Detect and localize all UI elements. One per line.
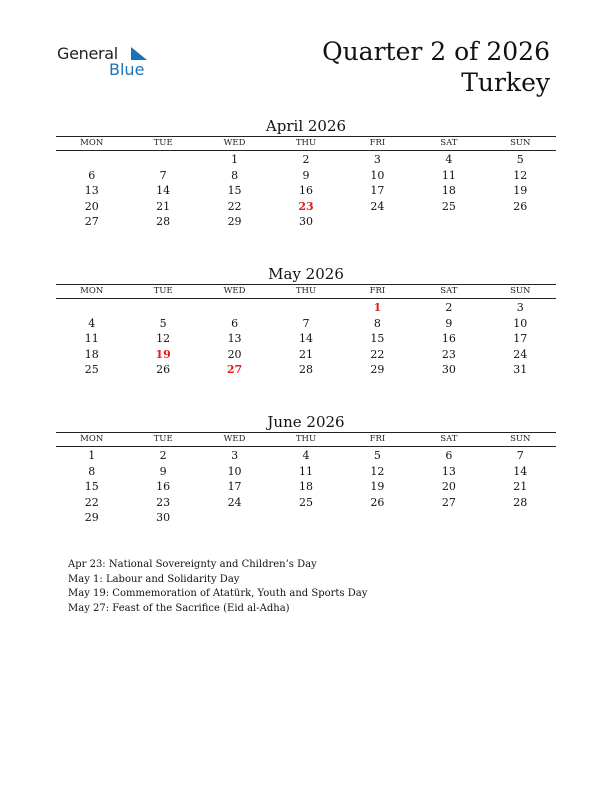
weekday-label: WED [223,286,246,296]
holiday-note: May 19: Commemoration of Atatürk, Youth and Sports Day [68,588,368,599]
weekday-rule [56,298,556,299]
day-cell: 25 [441,199,456,213]
day-cell: 21 [156,199,171,213]
day-cell: 8 [373,316,381,330]
month-title: April 2026 [265,117,347,135]
weekday-label: WED [223,138,246,148]
day-cell: 16 [298,184,313,198]
weekday-label: TUE [153,138,173,148]
empty-day-cell [485,214,556,230]
day-cell: 16 [156,480,171,494]
weekday-label: FRI [369,286,386,296]
day-grid [56,448,556,526]
day-cell: 10 [227,464,242,478]
day-cell: 4 [302,449,310,462]
day-cell: 28 [298,363,313,377]
logo-word-general: General [57,44,118,63]
weekday-label: FRI [369,434,386,444]
day-cell: 23 [441,347,456,361]
weekday-label: FRI [369,138,386,148]
title-country: Turkey [461,68,550,97]
logo-word-blue: Blue [109,60,145,79]
day-cell: 30 [298,215,313,229]
weekday-label: WED [223,434,246,444]
day-cell: 27 [84,215,99,229]
day-cell: 18 [84,347,99,361]
day-cell: 30 [156,511,171,525]
weekday-label: TUE [153,434,173,444]
day-cell: 7 [302,316,310,330]
day-cell: 4 [88,316,96,330]
weekday-label: THU [295,434,317,444]
day-cell: 16 [441,332,456,346]
day-cell: 15 [84,480,99,494]
day-cell: 20 [227,347,242,361]
day-cell: 13 [441,464,456,478]
empty-day-cell [413,214,484,230]
day-cell: 17 [513,332,528,346]
day-cell: 24 [227,495,242,509]
day-cell: 12 [513,168,528,182]
weekday-header [56,285,556,298]
day-grid [56,152,556,230]
weekday-rule [56,446,556,447]
day-cell: 31 [513,363,528,377]
day-cell: 5 [159,316,167,330]
day-cell: 6 [231,316,239,330]
weekday-label: TUE [153,286,173,296]
day-cell: 14 [513,464,528,478]
weekday-label: SAT [440,434,458,444]
weekday-header [56,433,556,446]
day-cell: 3 [231,449,239,462]
day-cell: 21 [298,347,313,361]
empty-day-cell [342,510,413,526]
day-cell: 3 [373,153,381,166]
day-cell: 2 [445,301,453,314]
weekday-label: SUN [510,434,531,444]
day-cell: 22 [84,495,99,509]
day-cell: 26 [156,363,171,377]
day-cell: 1 [231,153,239,166]
empty-day-cell [56,300,127,316]
day-cell: 19 [370,480,385,494]
weekday-label: SUN [510,286,531,296]
day-cell: 25 [298,495,313,509]
day-cell: 4 [445,153,453,166]
empty-day-cell [342,214,413,230]
empty-day-cell [270,300,341,316]
day-cell: 9 [445,316,453,330]
weekday-header [56,137,556,150]
generalblue-logo [57,44,157,84]
weekday-rule [56,150,556,151]
day-cell: 24 [513,347,528,361]
weekday-label: SUN [510,138,531,148]
month-title: June 2026 [267,413,345,431]
day-cell: 29 [370,363,385,377]
day-cell: 29 [227,215,242,229]
month-0 [56,117,556,230]
holiday-note: May 27: Feast of the Sacrifice (Eid al-Adha) [68,602,290,614]
day-cell: 29 [84,511,99,525]
weekday-label: THU [295,286,317,296]
day-cell: 11 [84,332,99,346]
day-cell: 8 [231,168,239,182]
empty-day-cell [199,300,270,316]
day-cell: 5 [516,153,524,166]
day-cell: 14 [156,184,171,198]
day-cell: 6 [445,449,453,462]
day-cell: 14 [298,332,313,346]
empty-day-cell [270,510,341,526]
day-cell: 13 [84,184,99,198]
day-cell: 10 [513,316,528,330]
day-cell: 17 [227,480,242,494]
weekday-label: SAT [440,286,458,296]
weekday-label: MON [80,286,104,296]
day-cell: 9 [159,464,167,478]
holiday-note: Apr 23: National Sovereignty and Children’s Day [68,559,317,570]
empty-day-cell [485,510,556,526]
day-cell: 27 [441,495,456,509]
weekday-label: THU [295,138,317,148]
day-cell: 12 [370,464,385,478]
day-cell: 3 [516,301,524,314]
day-cell: 6 [88,168,96,182]
page-title [322,36,550,98]
day-cell: 24 [370,199,385,213]
day-cell: 7 [159,168,167,182]
day-cell: 1 [373,301,382,314]
empty-day-cell [127,300,198,316]
day-cell: 8 [88,464,96,478]
day-cell: 23 [298,199,314,213]
day-cell: 2 [159,449,167,462]
day-cell: 1 [88,449,96,462]
day-cell: 20 [441,480,456,494]
day-cell: 28 [513,495,528,509]
day-cell: 15 [227,184,242,198]
day-cell: 2 [302,153,310,166]
day-cell: 13 [227,332,242,346]
weekday-label: SAT [440,138,458,148]
day-cell: 18 [441,184,456,198]
day-cell: 9 [302,168,310,182]
holiday-notes [68,558,367,616]
day-cell: 25 [84,363,99,377]
day-cell: 26 [370,495,385,509]
day-cell: 7 [516,449,524,462]
day-cell: 11 [298,464,313,478]
weekday-label: MON [80,138,104,148]
empty-day-cell [56,152,127,168]
day-cell: 27 [226,363,243,377]
empty-day-cell [127,152,198,168]
month-2 [56,413,556,526]
day-cell: 11 [441,168,456,182]
day-grid [56,300,556,378]
day-cell: 26 [513,199,528,213]
empty-day-cell [199,510,270,526]
day-cell: 18 [298,480,313,494]
day-cell: 30 [441,363,456,377]
holiday-note: May 1: Labour and Solidarity Day [68,573,240,585]
empty-day-cell [413,510,484,526]
day-cell: 22 [227,199,242,213]
day-cell: 17 [370,184,385,198]
day-cell: 28 [156,215,171,229]
day-cell: 15 [370,332,385,346]
day-cell: 21 [513,480,528,494]
day-cell: 23 [156,495,171,509]
day-cell: 10 [370,168,385,182]
month-title: May 2026 [268,265,344,283]
day-cell: 19 [513,184,528,198]
day-cell: 12 [156,332,171,346]
month-1 [56,265,556,378]
day-cell: 19 [155,347,171,361]
day-cell: 20 [84,199,99,213]
day-cell: 5 [373,449,381,462]
day-cell: 22 [370,347,385,361]
weekday-label: MON [80,434,104,444]
title-quarter: Quarter 2 of 2026 [322,37,550,66]
